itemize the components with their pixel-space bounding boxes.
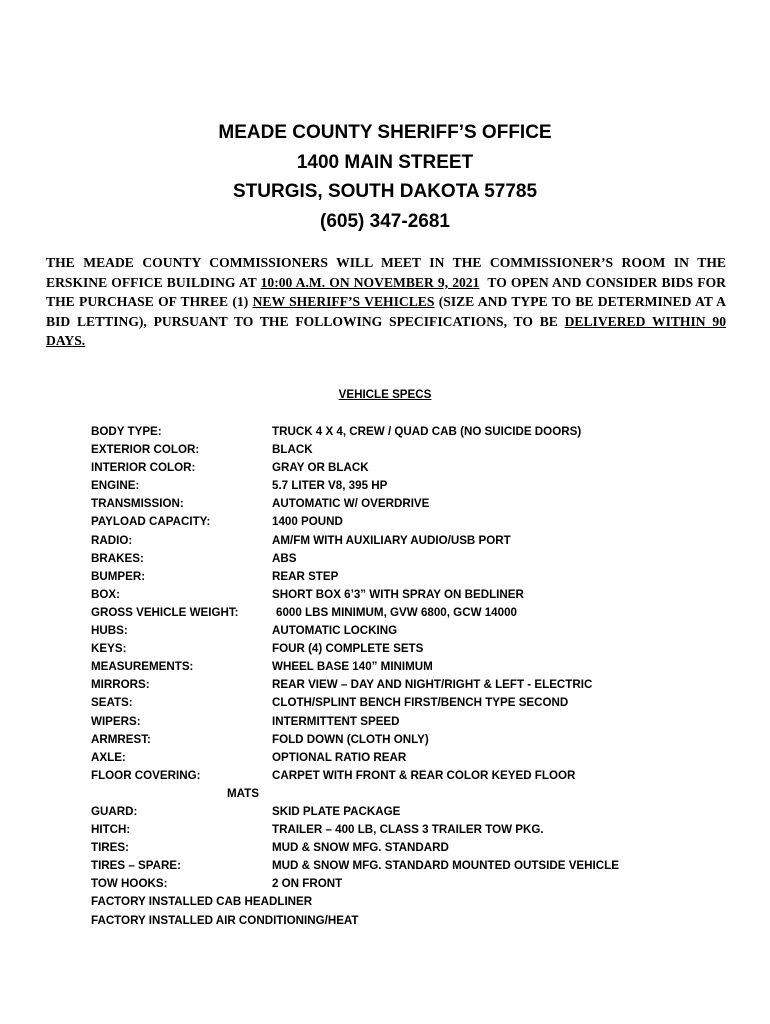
factory-item-text: FACTORY INSTALLED CAB HEADLINER [91, 895, 313, 909]
spec-row-guard [91, 803, 731, 821]
spec-row-engine [91, 477, 731, 495]
spec-value: FOUR (4) COMPLETE SETS [272, 642, 424, 656]
spec-value: AUTOMATIC LOCKING [272, 624, 398, 638]
spec-row-hitch [91, 821, 731, 839]
factory-item-headliner [91, 893, 731, 911]
spec-label: BRAKES: [91, 551, 144, 565]
spec-value: FOLD DOWN (CLOTH ONLY) [272, 732, 429, 746]
spec-row-body-type [91, 423, 731, 441]
spec-label: KEYS: [91, 642, 127, 656]
spec-value: 2 ON FRONT [272, 877, 343, 891]
spec-value: OPTIONAL RATIO REAR [272, 750, 407, 764]
factory-item-text: FACTORY INSTALLED AIR CONDITIONING/HEAT [91, 913, 359, 927]
meeting-datetime: 10:00 A.M. ON NOVEMBER 9, 2021 [260, 274, 480, 290]
spec-label: GUARD: [91, 804, 138, 818]
bid-notice-paragraph [46, 253, 730, 351]
spec-label: MIRRORS: [91, 678, 150, 692]
spec-value: MUD & SNOW MFG. STANDARD [272, 841, 449, 855]
spec-value: SHORT BOX 6’3” WITH SPRAY ON BEDLINER [272, 587, 524, 601]
spec-row-tires-spare [91, 857, 731, 875]
spec-label: MEASUREMENTS: [91, 660, 194, 674]
spec-row-exterior-color [91, 441, 731, 459]
spec-label: PAYLOAD CAPACITY: [91, 515, 211, 529]
spec-label: BUMPER: [91, 569, 146, 583]
spec-row-measurements [91, 658, 731, 676]
spec-value: MUD & SNOW MFG. STANDARD MOUNTED OUTSIDE VEHICLE [272, 859, 619, 873]
spec-value: GRAY OR BLACK [272, 461, 369, 475]
spec-label: HITCH: [91, 823, 131, 837]
spec-value: SKID PLATE PACKAGE [272, 804, 401, 818]
spec-row-floor-covering [91, 767, 731, 785]
spec-row-seats [91, 694, 731, 712]
vehicles-phrase: NEW SHERIFF’S VEHICLES [252, 294, 435, 310]
spec-value: INTERMITTENT SPEED [272, 714, 400, 728]
delivery-terms: DELIVERED WITHIN 90 DAYS. [46, 313, 726, 349]
spec-value: AUTOMATIC W/ OVERDRIVE [272, 497, 430, 511]
notice-text-3: (SIZE AND TYPE TO BE DETERMINED AT A BID LETTING), PURSUANT TO THE FOLLOWING SPECIFICATIONS, TO BE [46, 294, 726, 329]
spec-label: SEATS: [91, 696, 133, 710]
spec-row-keys [91, 640, 731, 658]
office-name: MEADE COUNTY SHERIFF’S OFFICE [218, 122, 552, 143]
spec-value: REAR STEP [272, 569, 339, 583]
spec-row-axle [91, 749, 731, 767]
spec-row-bumper [91, 568, 731, 586]
spec-value: ABS [272, 551, 297, 565]
spec-label: TRANSMISSION: [91, 497, 184, 511]
spec-value: 5.7 LITER V8, 395 HP [272, 479, 388, 493]
spec-row-hubs [91, 622, 731, 640]
spec-value: CARPET WITH FRONT & REAR COLOR KEYED FLOOR [272, 768, 576, 782]
spec-row-tow-hooks [91, 875, 731, 893]
specs-title: VEHICLE SPECS [338, 388, 432, 401]
spec-row-tires [91, 839, 731, 857]
spec-row-mirrors [91, 676, 731, 694]
spec-row-armrest [91, 731, 731, 749]
spec-label: HUBS: [91, 624, 128, 638]
factory-item-ac [91, 912, 731, 930]
spec-value: BLACK [272, 443, 313, 457]
spec-label: ARMREST: [91, 732, 151, 746]
letterhead [0, 118, 770, 236]
spec-value: REAR VIEW – DAY AND NIGHT/RIGHT & LEFT - ELECTRIC [272, 678, 593, 692]
spec-label: GROSS VEHICLE WEIGHT: [91, 605, 239, 619]
spec-row-box [91, 586, 731, 604]
spec-label: EXTERIOR COLOR: [91, 443, 200, 457]
spec-value: TRUCK 4 X 4, CREW / QUAD CAB (NO SUICIDE DOORS) [272, 425, 582, 438]
notice-text-2: TO OPEN AND CONSIDER BIDS FOR THE PURCHASE OF THREE (1) [46, 274, 730, 310]
spec-row-gvw [91, 604, 731, 622]
spec-label: FLOOR COVERING: [91, 768, 201, 782]
spec-row-wipers [91, 713, 731, 731]
spec-row-brakes [91, 550, 731, 568]
specs-list [91, 423, 731, 930]
spec-label: ENGINE: [91, 479, 140, 493]
spec-label: TOW HOOKS: [91, 877, 168, 891]
office-city: STURGIS, SOUTH DAKOTA 57785 [232, 181, 538, 202]
spec-value: AM/FM WITH AUXILIARY AUDIO/USB PORT [272, 533, 511, 547]
notice-text-1: THE MEADE COUNTY COMMISSIONERS WILL MEET IN THE COMMISSIONER’S ROOM IN THE ERSKINE OFFICE BUILDING AT [46, 255, 726, 290]
office-street: 1400 MAIN STREET [296, 151, 474, 173]
spec-label: BODY TYPE: [91, 425, 162, 438]
spec-label: TIRES: [91, 841, 130, 855]
spec-label: RADIO: [91, 533, 133, 547]
spec-value: WHEEL BASE 140” MINIMUM [272, 660, 433, 674]
office-phone: (605) 347-2681 [320, 210, 450, 232]
spec-label: TIRES – SPARE: [91, 859, 181, 873]
spec-value-continuation: MATS [227, 786, 259, 800]
spec-value: TRAILER – 400 LB, CLASS 3 TRAILER TOW PKG. [272, 823, 544, 837]
spec-value: 1400 POUND [272, 515, 343, 529]
spec-row-payload [91, 513, 731, 531]
spec-value: 6000 LBS MINIMUM, GVW 6800, GCW 14000 [276, 605, 517, 619]
spec-row-radio [91, 532, 731, 550]
spec-label: INTERIOR COLOR: [91, 461, 196, 475]
spec-label: BOX: [91, 587, 120, 601]
spec-row-transmission [91, 495, 731, 513]
spec-value: CLOTH/SPLINT BENCH FIRST/BENCH TYPE SECOND [272, 696, 569, 710]
spec-label: WIPERS: [91, 714, 141, 728]
spec-row-floor-covering-cont [91, 785, 731, 803]
spec-row-interior-color [91, 459, 731, 477]
spec-label: AXLE: [91, 750, 126, 764]
